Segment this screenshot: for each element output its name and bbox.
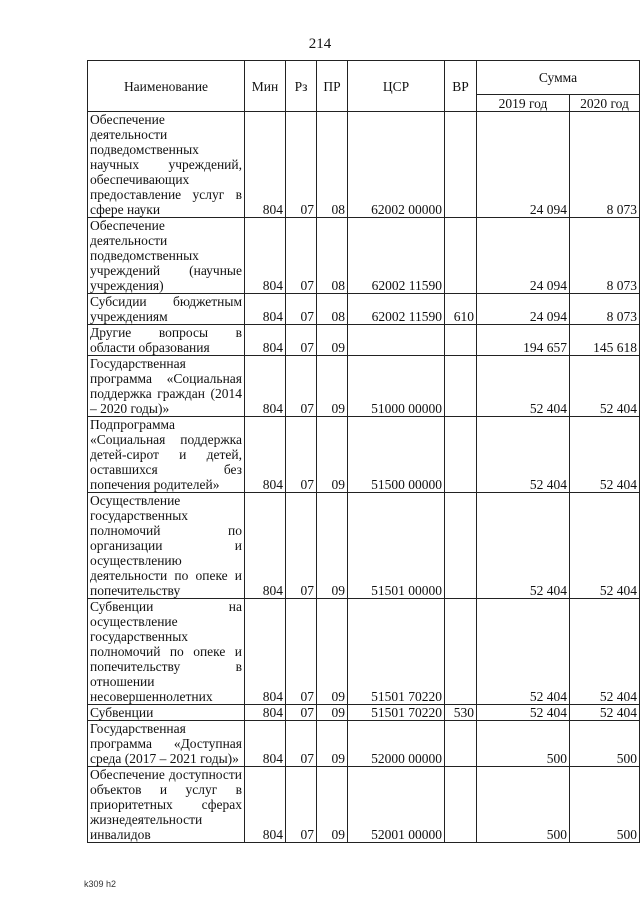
cell-y2020: 145 618	[570, 325, 640, 356]
cell-vr	[445, 325, 477, 356]
cell-y2019: 52 404	[477, 599, 570, 705]
cell-rz: 07	[286, 493, 317, 599]
budget-table	[87, 60, 640, 843]
cell-name: Государственная программа «Доступная среда (2017 – 2021 годы)»	[88, 721, 245, 767]
cell-min: 804	[245, 325, 286, 356]
table-row	[88, 417, 640, 493]
cell-vr	[445, 417, 477, 493]
cell-vr	[445, 356, 477, 417]
table-row	[88, 767, 640, 843]
cell-rz: 07	[286, 417, 317, 493]
header-2020: 2020 год	[570, 95, 640, 112]
header-pr: ПР	[317, 61, 348, 112]
header-rz: Рз	[286, 61, 317, 112]
cell-name: Субсидии бюджетным учреждениям	[88, 294, 245, 325]
cell-rz: 07	[286, 112, 317, 218]
header-min: Мин	[245, 61, 286, 112]
cell-csr: 62002 11590	[348, 218, 445, 294]
cell-csr: 51501 00000	[348, 493, 445, 599]
cell-name: Другие вопросы в области образования	[88, 325, 245, 356]
cell-min: 804	[245, 218, 286, 294]
cell-y2019: 52 404	[477, 705, 570, 721]
table-body	[88, 112, 640, 843]
cell-pr: 08	[317, 112, 348, 218]
cell-min: 804	[245, 417, 286, 493]
page-number: 214	[308, 36, 332, 52]
cell-csr: 52001 00000	[348, 767, 445, 843]
cell-pr: 08	[317, 294, 348, 325]
cell-rz: 07	[286, 294, 317, 325]
cell-name: Обеспечение деятельности подведомственных учреждений (научные учреждения)	[88, 218, 245, 294]
cell-min: 804	[245, 599, 286, 705]
cell-pr: 09	[317, 721, 348, 767]
table-header	[88, 61, 640, 112]
cell-csr: 51500 00000	[348, 417, 445, 493]
cell-y2020: 52 404	[570, 705, 640, 721]
cell-y2020: 8 073	[570, 218, 640, 294]
cell-vr	[445, 493, 477, 599]
cell-name: Подпрограмма «Социальная поддержка детей-сирот и детей, оставшихся без попечения родителей»	[88, 417, 245, 493]
cell-min: 804	[245, 705, 286, 721]
cell-csr: 51501 70220	[348, 705, 445, 721]
cell-y2019: 52 404	[477, 493, 570, 599]
header-name: Наименование	[88, 61, 245, 112]
cell-name: Субвенции	[88, 705, 245, 721]
cell-y2020: 52 404	[570, 356, 640, 417]
cell-csr: 51000 00000	[348, 356, 445, 417]
cell-name: Обеспечение деятельности подведомственных научных учреждений, обеспечивающих предоставление услуг в сфере науки	[88, 112, 245, 218]
cell-rz: 07	[286, 356, 317, 417]
cell-y2020: 8 073	[570, 112, 640, 218]
cell-rz: 07	[286, 218, 317, 294]
cell-min: 804	[245, 721, 286, 767]
cell-y2020: 500	[570, 721, 640, 767]
cell-y2019: 500	[477, 721, 570, 767]
table-row	[88, 112, 640, 218]
header-vr: ВР	[445, 61, 477, 112]
cell-y2019: 24 094	[477, 294, 570, 325]
cell-rz: 07	[286, 325, 317, 356]
cell-y2019: 500	[477, 767, 570, 843]
cell-y2019: 52 404	[477, 417, 570, 493]
cell-y2019: 24 094	[477, 112, 570, 218]
cell-name: Государственная программа «Социальная поддержка граждан (2014 – 2020 годы)»	[88, 356, 245, 417]
cell-pr: 09	[317, 599, 348, 705]
cell-vr	[445, 599, 477, 705]
cell-pr: 08	[317, 218, 348, 294]
cell-vr: 530	[445, 705, 477, 721]
cell-pr: 09	[317, 705, 348, 721]
cell-pr: 09	[317, 356, 348, 417]
cell-name: Обеспечение доступности объектов и услуг в приоритетных сферах жизнедеятельности инвалидов	[88, 767, 245, 843]
table-row	[88, 721, 640, 767]
table-row	[88, 599, 640, 705]
cell-vr: 610	[445, 294, 477, 325]
cell-pr: 09	[317, 325, 348, 356]
cell-y2020: 52 404	[570, 599, 640, 705]
cell-vr	[445, 218, 477, 294]
header-csr: ЦСР	[348, 61, 445, 112]
cell-csr: 62002 11590	[348, 294, 445, 325]
cell-vr	[445, 112, 477, 218]
table-row	[88, 356, 640, 417]
table-row	[88, 705, 640, 721]
table-row	[88, 325, 640, 356]
header-2019: 2019 год	[477, 95, 570, 112]
cell-pr: 09	[317, 493, 348, 599]
cell-y2019: 194 657	[477, 325, 570, 356]
footer-code: k309 h2	[84, 879, 117, 889]
cell-y2020: 52 404	[570, 493, 640, 599]
cell-csr: 52000 00000	[348, 721, 445, 767]
cell-min: 804	[245, 767, 286, 843]
table-row	[88, 493, 640, 599]
cell-rz: 07	[286, 599, 317, 705]
cell-min: 804	[245, 356, 286, 417]
cell-pr: 09	[317, 767, 348, 843]
cell-rz: 07	[286, 705, 317, 721]
cell-pr: 09	[317, 417, 348, 493]
cell-csr: 51501 70220	[348, 599, 445, 705]
cell-vr	[445, 721, 477, 767]
cell-y2020: 500	[570, 767, 640, 843]
cell-y2020: 52 404	[570, 417, 640, 493]
cell-min: 804	[245, 294, 286, 325]
cell-csr	[348, 325, 445, 356]
table-row	[88, 294, 640, 325]
cell-rz: 07	[286, 721, 317, 767]
cell-y2020: 8 073	[570, 294, 640, 325]
cell-csr: 62002 00000	[348, 112, 445, 218]
cell-min: 804	[245, 112, 286, 218]
table-row	[88, 218, 640, 294]
cell-name: Субвенции на осуществление государственных полномочий по опеке и попечительству в отношении несовершеннолетних	[88, 599, 245, 705]
cell-min: 804	[245, 493, 286, 599]
cell-name: Осуществление государственных полномочий по организации и осуществлению деятельности по опеке и попечительству	[88, 493, 245, 599]
cell-rz: 07	[286, 767, 317, 843]
cell-y2019: 52 404	[477, 356, 570, 417]
cell-y2019: 24 094	[477, 218, 570, 294]
cell-vr	[445, 767, 477, 843]
header-sum: Сумма	[477, 61, 640, 95]
